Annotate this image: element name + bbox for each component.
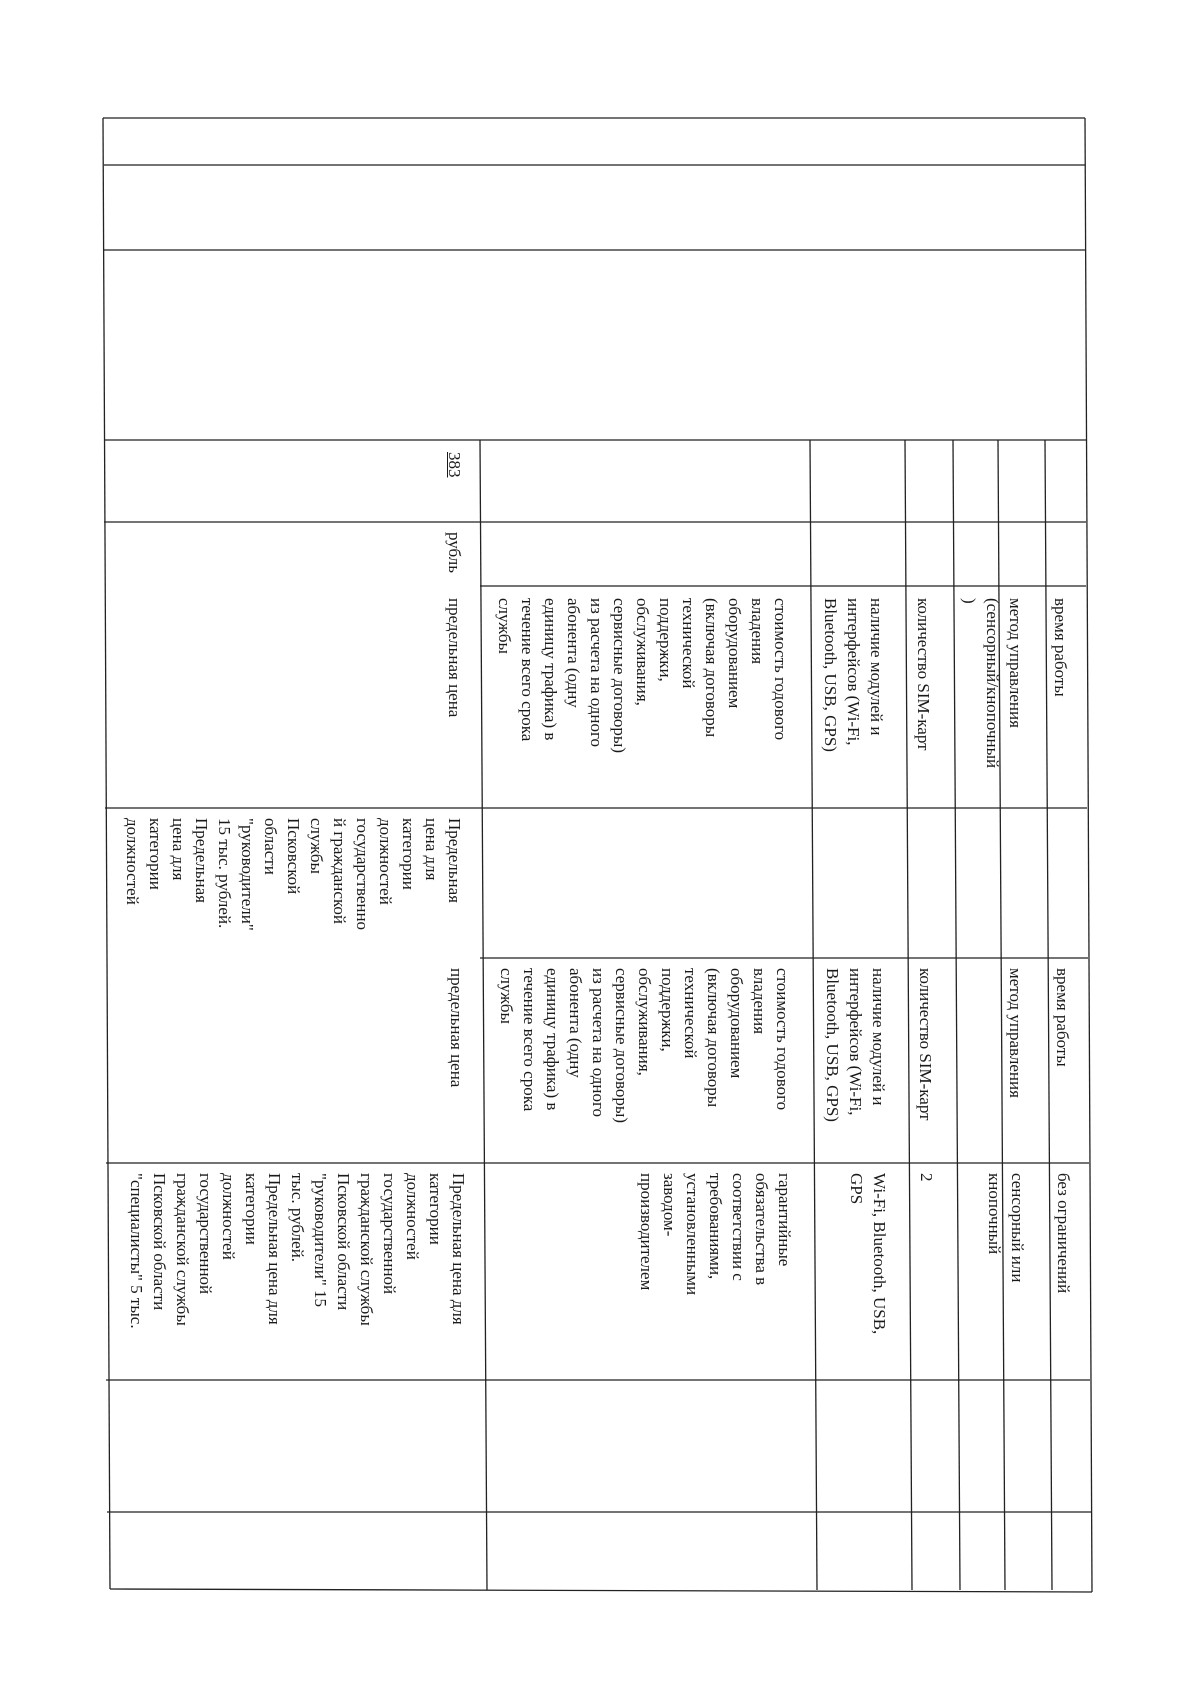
header-line: единицу трафика) в [541,598,560,741]
value-line: категории [426,1173,445,1245]
value-line: Wi-Fi, Bluetooth, USB, [870,1173,889,1335]
header-line: сервисные договоры) [610,598,629,753]
middle-price-text [121,818,466,931]
value-line: категории [242,1173,261,1245]
text-line: категории [146,818,165,890]
header-line: владения [748,598,767,665]
text-line: области [261,818,280,875]
text-line: категории [399,818,418,890]
value-line: сенсорный или [1008,1173,1027,1283]
header-line: (включая договоры [702,598,721,738]
value-sim: 2 [917,1173,936,1182]
value-line: Предельная цена для [265,1173,284,1325]
header-line: технической [679,598,698,689]
header-line: стоимость годового [773,968,792,1111]
header-line: оборудованием [727,968,746,1079]
header-line: оборудованием [725,598,744,709]
grid-line [905,440,912,1590]
grid-line [110,1589,1092,1592]
header-line: (сенсорный/кнопочный [983,598,1002,769]
header-modules-right [821,968,890,1122]
header-line: (включая договоры [704,968,723,1108]
text-line: Псковской [284,818,303,895]
header-price-right: предельная цена [447,968,466,1088]
value-line: "специалисты" 5 тыс. [127,1173,146,1329]
value-line: государственной [196,1173,215,1295]
header-ownership-left [493,598,792,753]
value-line: гражданской службы [173,1173,192,1326]
value-line: GPS [847,1173,866,1205]
text-line: Предельная [192,818,211,903]
header-line: владения [750,968,769,1035]
unit-label: рубль [445,532,464,574]
header-line: поддержки, [656,598,675,682]
header-ownership-right [495,968,794,1123]
header-line: обслуживания, [635,968,654,1076]
header-line: ) [960,598,979,604]
header-line: наличие модулей и [869,968,888,1106]
header-line: технической [681,968,700,1059]
value-line: соответствии с [729,1173,748,1281]
grid-line [103,118,110,1589]
value-line: требованиями, [706,1173,725,1280]
header-sim-right: количество SIM-карт [916,968,935,1121]
header-line: службы [495,598,514,654]
value-ownership [635,1173,796,1295]
value-line: заводом- [660,1173,679,1237]
text-line: государственно [353,818,372,931]
header-control-method-right: метод управления [1006,968,1025,1098]
text-line: должностей [123,818,142,905]
header-line: интерфейсов (Wi-Fi, [846,968,865,1116]
value-line: Псковской области [334,1173,353,1311]
value-modules [845,1173,891,1334]
text-line: "руководители" [238,818,257,931]
header-line: из расчета на одного [587,598,606,748]
header-line: единицу трафика) в [543,968,562,1111]
header-control-method-left [958,598,1027,768]
header-line: интерфейсов (Wi-Fi, [844,598,863,746]
value-work-time: без ограничений [1054,1173,1073,1294]
header-line: сервисные договоры) [612,968,631,1123]
value-line: тыс. рублей. [288,1173,307,1263]
value-line: Предельная цена для [449,1173,468,1325]
header-line: Bluetooth, USB, GPS) [821,598,840,752]
header-work-time-right: время работы [1053,968,1072,1067]
header-price-left: предельная цена [445,598,464,718]
text-line: цена для [169,818,188,881]
grid-line [1085,118,1092,1592]
text-line: цена для [422,818,441,881]
value-line: должностей [219,1173,238,1260]
text-line: должностей [376,818,395,905]
value-control-method [983,1173,1029,1283]
grid-line [810,440,817,1590]
text-line: й гражданской [330,818,349,924]
header-line: метод управления [1006,598,1025,728]
header-modules-left [819,598,888,752]
value-line: производителем [637,1173,656,1291]
header-line: поддержки, [658,968,677,1052]
header-line: Bluetooth, USB, GPS) [823,968,842,1122]
value-line: гражданской службы [357,1173,376,1326]
grid-line [480,440,487,1590]
header-line: из расчета на одного [589,968,608,1118]
header-line: течение всего срока [518,598,537,742]
header-line: стоимость годового [771,598,790,741]
value-line: должностей [403,1173,422,1260]
header-line: абонента (одну [566,968,585,1078]
value-line: обязательства в [752,1173,771,1286]
header-line: абонента (одну [564,598,583,708]
header-sim-left: количество SIM-карт [914,598,933,751]
value-line: Псковской области [150,1173,169,1311]
header-line: службы [497,968,516,1024]
text-line: 15 тыс. рублей. [215,818,234,929]
header-line: течение всего срока [520,968,539,1112]
header-line: обслуживания, [633,598,652,706]
text-line: Предельная [445,818,464,903]
value-line: кнопочный [985,1173,1004,1255]
header-work-time: время работы [1051,598,1070,697]
header-line: наличие модулей и [867,598,886,736]
value-line: гарантийные [775,1173,794,1267]
text-line: службы [307,818,326,874]
value-price [125,1173,470,1329]
page-number: 383 [445,452,464,478]
value-line: установленными [683,1173,702,1296]
value-line: "руководители" 15 [311,1173,330,1308]
value-line: государственной [380,1173,399,1295]
